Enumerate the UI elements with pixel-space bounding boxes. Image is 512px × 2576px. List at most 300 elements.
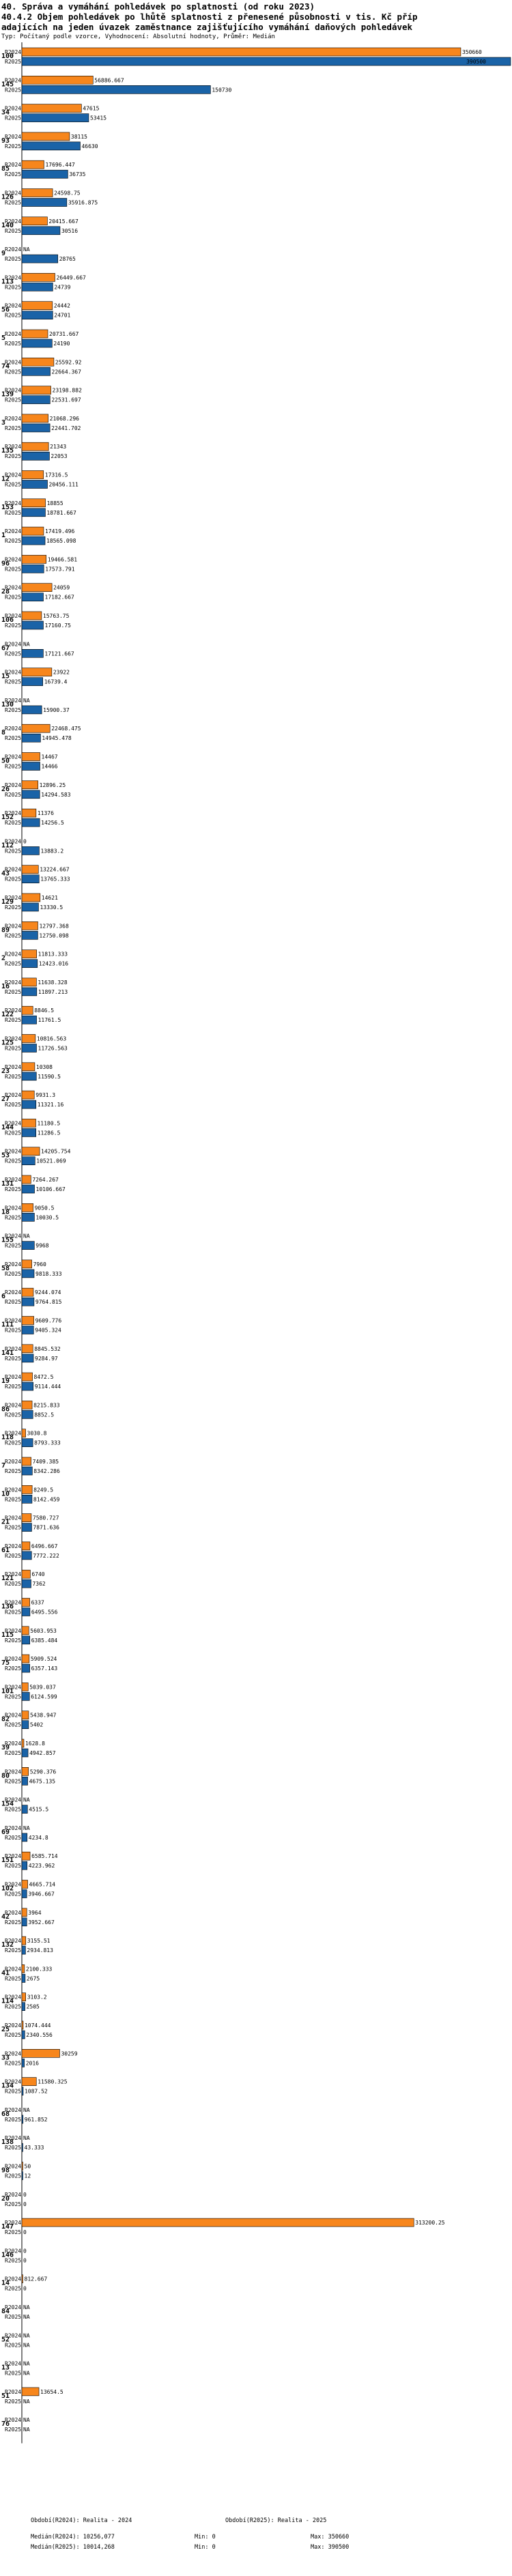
category-label: 2 — [1, 954, 6, 962]
series-label-r2025: R2025 — [5, 1158, 22, 1164]
series-label-r2025: R2025 — [5, 678, 22, 685]
data-label: 2016 — [25, 2060, 39, 2067]
category-label: 126 — [1, 193, 14, 201]
data-label: NA — [23, 1797, 30, 1803]
category-label: 146 — [1, 2251, 14, 2259]
bar-r2024 — [22, 753, 40, 761]
bar-r2024 — [22, 2275, 23, 2283]
series-label-r2025: R2025 — [5, 1834, 22, 1841]
data-label: 390500 — [466, 59, 486, 65]
series-label-r2024: R2024 — [5, 1345, 22, 1352]
category-label: 151 — [1, 1857, 14, 1865]
data-label: NA — [23, 2417, 30, 2424]
series-label-r2025: R2025 — [5, 312, 22, 319]
data-label: 1628.8 — [25, 1741, 45, 1747]
series-label-r2025: R2025 — [5, 2088, 22, 2095]
bar-r2024 — [22, 1091, 34, 1099]
category-label: 131 — [1, 1180, 14, 1188]
series-label-r2025: R2025 — [5, 2427, 22, 2433]
data-label: 0 — [23, 2201, 27, 2207]
series-label-r2025: R2025 — [5, 1552, 22, 1559]
series-label-r2025: R2025 — [5, 1947, 22, 1954]
bar-r2025 — [22, 255, 58, 263]
data-label: 2100.333 — [25, 1966, 53, 1973]
series-label-r2024: R2024 — [5, 2163, 22, 2170]
data-label: 9114.444 — [34, 1384, 61, 1390]
series-label-r2024: R2024 — [5, 1233, 22, 1240]
series-label-r2025: R2025 — [5, 566, 22, 573]
category-label: 113 — [1, 278, 14, 286]
series-label-r2025: R2025 — [5, 1778, 22, 1785]
data-label: 3952.667 — [28, 1919, 55, 1926]
bar-r2024 — [22, 1964, 25, 1973]
bar-r2025 — [22, 114, 89, 122]
data-label: 961.852 — [24, 2116, 48, 2123]
bar-r2025 — [22, 1128, 36, 1136]
series-label-r2025: R2025 — [5, 1524, 22, 1531]
bar-r2025 — [22, 1974, 25, 1982]
bar-r2024 — [22, 865, 38, 874]
data-label: 16739.4 — [44, 678, 68, 685]
bar-r2025 — [22, 2143, 23, 2151]
data-label: 17182.667 — [44, 594, 74, 601]
bar-r2025 — [22, 2031, 25, 2039]
data-label: NA — [23, 246, 30, 253]
bar-r2024 — [22, 1317, 34, 1325]
data-label: 11761.5 — [38, 1017, 61, 1024]
bar-r2025 — [22, 170, 68, 178]
data-label: 50 — [24, 2163, 31, 2170]
data-label: 17573.791 — [45, 566, 75, 573]
series-label-r2025: R2025 — [5, 735, 22, 742]
series-label-r2025: R2025 — [5, 1637, 22, 1644]
category-label: 138 — [1, 2138, 14, 2147]
data-label: NA — [23, 2332, 30, 2339]
bar-r2025 — [22, 1777, 28, 1785]
bar-r2025 — [22, 2115, 23, 2123]
series-label-r2024: R2024 — [5, 162, 22, 169]
series-label-r2025: R2025 — [5, 594, 22, 601]
data-label: 15900.37 — [43, 706, 70, 713]
category-label: 13 — [1, 2364, 10, 2372]
bar-r2025 — [22, 1072, 36, 1081]
bar-r2024 — [22, 414, 48, 423]
legend-period-2024: Období(R2024): Realita - 2024 — [31, 2517, 132, 2524]
category-label: 135 — [1, 447, 14, 455]
series-label-r2024: R2024 — [5, 1459, 22, 1465]
bar-r2025 — [22, 1890, 27, 1898]
category-label: 50 — [1, 757, 10, 765]
data-label: 150730 — [212, 87, 232, 94]
data-label: 24442 — [53, 302, 70, 309]
data-label: 8215.833 — [33, 1402, 60, 1409]
bar-r2025 — [22, 706, 42, 714]
series-label-r2024: R2024 — [5, 2388, 22, 2395]
series-label-r2025: R2025 — [5, 1186, 22, 1192]
data-label: 11897.213 — [38, 988, 68, 995]
bar-r2025 — [22, 1495, 32, 1503]
bar-r2024 — [22, 471, 44, 479]
bar-r2025 — [22, 988, 37, 996]
data-label: 0 — [23, 2285, 27, 2292]
series-label-r2024: R2024 — [5, 584, 22, 591]
category-label: 139 — [1, 390, 14, 399]
category-label: 115 — [1, 1631, 14, 1639]
data-label: 10816.563 — [36, 1035, 67, 1042]
bar-r2024 — [22, 527, 44, 535]
category-label: 152 — [1, 814, 14, 822]
series-label-r2024: R2024 — [5, 2050, 22, 2057]
data-label: NA — [23, 2314, 30, 2320]
series-label-r2024: R2024 — [5, 2135, 22, 2142]
series-label-r2025: R2025 — [5, 1581, 22, 1588]
category-label: 122 — [1, 1011, 14, 1019]
bar-r2024 — [22, 781, 38, 789]
legend-max-2024: Max: 350660 — [311, 2534, 350, 2541]
bar-r2024 — [22, 612, 42, 620]
category-label: 42 — [1, 1913, 10, 1921]
data-label: 23922 — [53, 669, 70, 676]
data-label: 17419.496 — [44, 528, 75, 535]
series-label-r2024: R2024 — [5, 782, 22, 788]
category-label: 58 — [1, 1264, 10, 1272]
series-label-r2024: R2024 — [5, 1656, 22, 1663]
bar-r2024 — [22, 1570, 30, 1578]
data-label: NA — [23, 2370, 30, 2377]
bar-r2024 — [22, 978, 36, 986]
bar-r2024 — [22, 1514, 31, 1522]
series-label-r2025: R2025 — [5, 87, 22, 94]
category-label: 5 — [1, 334, 6, 342]
data-label: 22664.367 — [51, 369, 81, 375]
data-label: 17696.447 — [45, 162, 75, 169]
series-label-r2025: R2025 — [5, 1412, 22, 1418]
category-label: 140 — [1, 221, 14, 229]
bar-r2024 — [22, 1401, 32, 1409]
bar-r2024 — [22, 2218, 414, 2227]
series-label-r2025: R2025 — [5, 1355, 22, 1362]
bar-r2024 — [22, 1655, 29, 1663]
bar-r2024 — [22, 950, 37, 958]
bar-r2024 — [22, 189, 53, 197]
series-label-r2025: R2025 — [5, 2398, 22, 2405]
data-label: 8852.5 — [34, 1412, 55, 1418]
data-label: 8249.5 — [33, 1487, 54, 1493]
series-label-r2024: R2024 — [5, 2276, 22, 2282]
data-label: 56886.667 — [94, 77, 124, 84]
data-label: 14945.478 — [42, 735, 72, 742]
bar-r2025 — [22, 678, 43, 686]
series-label-r2024: R2024 — [5, 1063, 22, 1070]
data-label: 0 — [23, 838, 27, 845]
data-label: 20415.667 — [48, 218, 79, 225]
category-label: 18 — [1, 1208, 10, 1216]
bar-r2024 — [22, 1373, 33, 1381]
bar-r2025 — [22, 1467, 32, 1475]
bar-r2025 — [22, 1270, 34, 1278]
series-label-r2025: R2025 — [5, 960, 22, 967]
series-label-r2025: R2025 — [5, 1299, 22, 1306]
series-label-r2024: R2024 — [5, 528, 22, 535]
legend-max-2025: Max: 390500 — [311, 2544, 350, 2551]
category-label: 19 — [1, 1377, 10, 1386]
data-label: 3964 — [28, 1909, 42, 1916]
bar-r2024 — [22, 668, 52, 676]
data-label: 313200.25 — [415, 2220, 445, 2227]
series-label-r2025: R2025 — [5, 932, 22, 939]
data-label: 11813.333 — [38, 951, 68, 958]
series-label-r2025: R2025 — [5, 1468, 22, 1474]
category-label: 52 — [1, 2336, 10, 2344]
chart-title: 40. Správa a vymáhání pohledávek po splatnosti (od roku 2023) — [1, 1, 315, 12]
data-label: 17121.667 — [44, 650, 74, 657]
data-label: 6740 — [31, 1571, 45, 1578]
data-label: 2340.556 — [26, 2032, 53, 2038]
series-label-r2024: R2024 — [5, 105, 22, 112]
data-label: 24701 — [54, 312, 71, 319]
series-label-r2024: R2024 — [5, 1007, 22, 1014]
category-label: 145 — [1, 81, 14, 89]
series-label-r2024: R2024 — [5, 1881, 22, 1888]
data-label: 14256.5 — [41, 820, 64, 827]
bar-r2024 — [22, 48, 461, 56]
series-label-r2024: R2024 — [5, 49, 22, 55]
category-label: 102 — [1, 1885, 14, 1893]
bar-r2024 — [22, 1035, 35, 1043]
category-label: 67 — [1, 644, 10, 653]
bar-r2025 — [22, 2087, 23, 2095]
series-label-r2025: R2025 — [5, 650, 22, 657]
data-label: 8342.286 — [33, 1468, 60, 1474]
series-label-r2024: R2024 — [5, 2417, 22, 2424]
series-label-r2025: R2025 — [5, 622, 22, 629]
data-label: 20456.111 — [48, 481, 79, 488]
bar-r2024 — [22, 1485, 32, 1493]
bar-r2025 — [22, 960, 38, 968]
bar-r2025 — [22, 142, 80, 150]
series-label-r2024: R2024 — [5, 866, 22, 873]
series-label-r2024: R2024 — [5, 1599, 22, 1606]
data-label: 6585.714 — [31, 1853, 58, 1860]
data-label: 38115 — [70, 133, 87, 140]
bar-r2024 — [22, 2162, 23, 2171]
series-label-r2024: R2024 — [5, 1938, 22, 1945]
data-label: NA — [23, 2360, 30, 2367]
data-label: 5438.947 — [29, 1712, 57, 1719]
series-label-r2025: R2025 — [5, 2201, 22, 2207]
data-label: 43.333 — [24, 2145, 44, 2151]
data-label: 47615 — [83, 105, 100, 112]
data-label: 20731.667 — [49, 331, 79, 337]
data-label: 0 — [23, 2257, 27, 2264]
data-label: 0 — [23, 2248, 27, 2255]
data-label: 9818.333 — [35, 1270, 62, 1277]
bar-r2025 — [22, 1946, 25, 1954]
series-label-r2025: R2025 — [5, 706, 22, 713]
chart-title-line2: 40.4.2 Objem pohledávek po lhůtě splatnosti z přenesené působnosti v tis. Kč příp — [1, 12, 418, 22]
series-label-r2024: R2024 — [5, 1853, 22, 1860]
data-label: NA — [23, 2135, 30, 2142]
data-label: 18855 — [46, 500, 63, 506]
category-label: 96 — [1, 560, 10, 568]
bar-r2024 — [22, 442, 48, 450]
data-label: 6337 — [31, 1599, 44, 1606]
bar-r2024 — [22, 273, 55, 281]
series-label-r2025: R2025 — [5, 2342, 22, 2349]
series-label-r2024: R2024 — [5, 838, 22, 845]
data-label: NA — [23, 2427, 30, 2433]
bar-chart — [0, 42, 512, 2513]
category-label: 84 — [1, 2308, 10, 2315]
category-label: 33 — [1, 2054, 10, 2062]
data-label: NA — [23, 2342, 30, 2349]
data-label: 3103.2 — [27, 1994, 47, 2001]
category-label: 12 — [1, 475, 10, 483]
series-label-r2025: R2025 — [5, 284, 22, 291]
data-label: 30516 — [61, 227, 79, 234]
data-label: 2934.813 — [27, 1947, 53, 1954]
category-label: 3 — [1, 418, 6, 427]
series-label-r2024: R2024 — [5, 1571, 22, 1578]
series-label-r2024: R2024 — [5, 1402, 22, 1409]
bar-r2024 — [22, 724, 50, 732]
series-label-r2024: R2024 — [5, 359, 22, 366]
data-label: 11580.325 — [38, 2078, 68, 2085]
data-label: 3155.51 — [27, 1938, 51, 1945]
category-label: 56 — [1, 306, 10, 314]
bar-r2024 — [22, 1711, 29, 1719]
bar-r2025 — [22, 2003, 25, 2011]
bar-r2025 — [22, 1721, 29, 1729]
data-label: 14294.583 — [41, 791, 71, 798]
chart-title-line3: adajících na jeden úvazek zaměstnance zajišťujícího vymáhání daňových pohledávek — [1, 22, 413, 32]
series-label-r2024: R2024 — [5, 302, 22, 309]
series-label-r2025: R2025 — [5, 509, 22, 516]
bar-r2025 — [22, 564, 44, 573]
bar-r2025 — [22, 1242, 34, 1250]
legend-min-2025: Min: 0 — [195, 2544, 216, 2551]
series-label-r2024: R2024 — [5, 1148, 22, 1155]
bar-r2025 — [22, 227, 60, 235]
series-label-r2024: R2024 — [5, 1515, 22, 1521]
category-label: 20 — [1, 2194, 10, 2203]
bar-r2025 — [22, 424, 50, 432]
category-label: 130 — [1, 700, 14, 709]
data-label: 5603.953 — [30, 1627, 57, 1634]
bar-r2025 — [22, 649, 43, 657]
data-label: 2675 — [26, 1975, 40, 1982]
category-label: 125 — [1, 1039, 14, 1047]
data-label: 5039.037 — [29, 1684, 56, 1691]
category-label: 89 — [1, 926, 10, 934]
data-label: 13330.5 — [40, 904, 63, 911]
category-label: 1 — [1, 532, 6, 540]
series-label-r2025: R2025 — [5, 1045, 22, 1052]
series-label-r2025: R2025 — [5, 2032, 22, 2038]
series-label-r2025: R2025 — [5, 538, 22, 545]
series-label-r2024: R2024 — [5, 1797, 22, 1803]
data-label: 22531.697 — [51, 397, 81, 403]
series-label-r2025: R2025 — [5, 1102, 22, 1108]
series-label-r2024: R2024 — [5, 2248, 22, 2255]
category-label: 21 — [1, 1518, 10, 1526]
data-label: 21343 — [50, 444, 67, 450]
bar-r2025 — [22, 1692, 29, 1700]
bar-r2025 — [22, 1382, 33, 1390]
series-label-r2025: R2025 — [5, 171, 22, 178]
series-label-r2024: R2024 — [5, 613, 22, 619]
category-label: 15 — [1, 672, 10, 681]
series-label-r2025: R2025 — [5, 1975, 22, 1982]
bar-r2024 — [22, 2021, 23, 2029]
data-label: 10030.5 — [35, 1214, 59, 1221]
data-label: 46630 — [81, 143, 98, 149]
category-label: 10 — [1, 1490, 10, 1498]
bar-r2025 — [22, 1298, 34, 1306]
series-label-r2025: R2025 — [5, 1384, 22, 1390]
bar-r2024 — [22, 921, 38, 930]
bar-r2025 — [22, 1918, 27, 1926]
data-label: 24598.75 — [54, 190, 81, 197]
legend-median-2024: Medián(R2024): 10256,077 — [31, 2534, 115, 2541]
series-label-r2025: R2025 — [5, 143, 22, 149]
category-label: 75 — [1, 1659, 10, 1668]
bar-r2025 — [22, 875, 39, 883]
data-label: 9244.074 — [34, 1289, 61, 1296]
data-label: NA — [23, 697, 30, 704]
bar-r2024 — [22, 330, 48, 338]
series-label-r2025: R2025 — [5, 397, 22, 403]
data-label: 26449.667 — [56, 274, 86, 281]
bar-r2024 — [22, 302, 53, 310]
category-label: 93 — [1, 137, 10, 145]
bar-r2025 — [22, 339, 52, 347]
data-label: 11726.563 — [38, 1045, 68, 1052]
data-label: 53415 — [89, 115, 107, 121]
bar-r2024 — [22, 1542, 30, 1550]
data-label: 13654.5 — [40, 2388, 63, 2395]
bar-r2024 — [22, 1599, 30, 1607]
series-label-r2025: R2025 — [5, 2145, 22, 2151]
bar-r2025 — [22, 593, 44, 601]
data-label: 17160.75 — [44, 622, 71, 629]
bar-r2025 — [22, 1579, 31, 1588]
bar-r2024 — [22, 1852, 30, 1860]
series-label-r2024: R2024 — [5, 1487, 22, 1493]
bar-r2024 — [22, 1908, 27, 1917]
bar-r2025 — [22, 1664, 30, 1672]
series-label-r2025: R2025 — [5, 199, 22, 206]
series-label-r2025: R2025 — [5, 2173, 22, 2179]
data-label: 7772.222 — [33, 1552, 59, 1559]
bar-r2025 — [22, 1157, 35, 1165]
bar-r2024 — [22, 1683, 28, 1691]
bar-r2024 — [22, 160, 44, 169]
series-label-r2025: R2025 — [5, 763, 22, 770]
series-label-r2025: R2025 — [5, 791, 22, 798]
data-label: 4515.5 — [29, 1806, 49, 1813]
data-label: 19466.581 — [47, 556, 78, 563]
data-label: 36735 — [69, 171, 86, 178]
bar-r2025 — [22, 536, 45, 545]
data-label: 1087.52 — [24, 2088, 48, 2095]
bar-r2024 — [22, 358, 54, 366]
data-label: 12896.25 — [39, 782, 66, 788]
series-label-r2025: R2025 — [5, 2060, 22, 2067]
series-label-r2025: R2025 — [5, 1750, 22, 1756]
category-label: 141 — [1, 1349, 14, 1357]
bar-r2025 — [22, 1100, 36, 1108]
